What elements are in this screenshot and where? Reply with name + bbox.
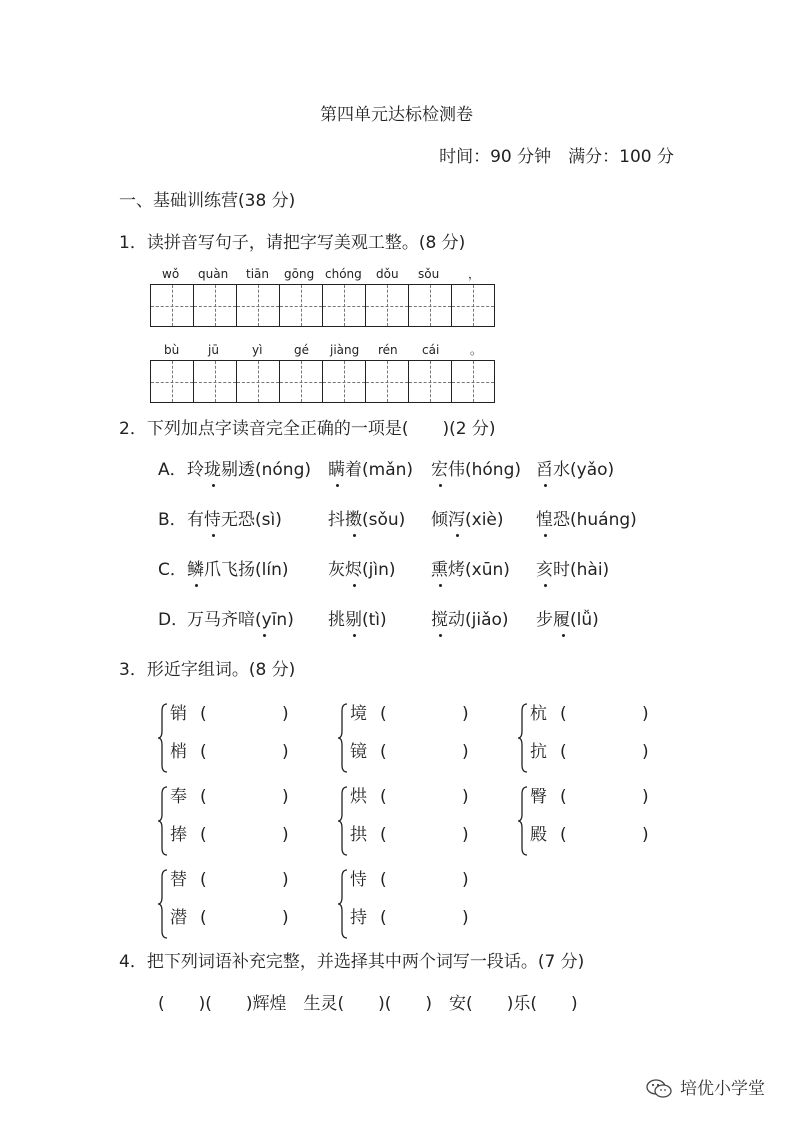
exam-meta: 时间：90 分钟 满分：100 分	[439, 147, 674, 167]
pair-row: 镜 ( )	[350, 742, 469, 762]
pinyin: wǒ	[162, 267, 180, 281]
pinyin: sǒu	[418, 267, 440, 281]
brace-icon	[338, 703, 348, 773]
emphasis-dot	[353, 534, 356, 537]
option-label: A．	[158, 460, 187, 480]
q2-d-item3: 搅动(jiǎo)	[431, 610, 509, 630]
q3-stem: 3．形近字组词。(8 分)	[119, 660, 296, 680]
char-pair	[338, 866, 508, 942]
pair-row: 臀 ( )	[530, 787, 649, 807]
emphasis-dot	[263, 634, 266, 637]
brace-icon	[158, 786, 168, 856]
emphasis-dot	[544, 534, 547, 537]
emphasis-dot	[544, 484, 547, 487]
pinyin: quàn	[198, 267, 229, 281]
pinyin: ，	[468, 267, 481, 281]
q2-c-item1: 鳞爪飞扬(lín)	[187, 560, 289, 580]
q2-b-item2: 抖擞(sǒu)	[328, 510, 406, 530]
brace-icon	[338, 786, 348, 856]
pair-row: 潜 ( )	[170, 908, 289, 928]
pair-row: 梢 ( )	[170, 742, 289, 762]
char-pair	[518, 700, 688, 776]
q2-c-item2: 灰烬(jìn)	[328, 560, 396, 580]
q2-b-item4: 惶恐(huáng)	[536, 510, 637, 530]
q2-b-item1: 有恃无恐(sì)	[187, 510, 282, 530]
pinyin: chóng	[325, 267, 362, 281]
pinyin: jū	[208, 343, 219, 357]
q2-stem: 2．下列加点字读音完全正确的一项是( )(2 分)	[119, 419, 496, 439]
q2-d-item2: 挑剔(tì)	[328, 610, 387, 630]
char-pair	[158, 783, 328, 859]
writing-grid-line1[interactable]	[150, 284, 495, 327]
pinyin: 。	[470, 343, 483, 357]
option-label: C．	[158, 560, 187, 580]
page-title: 第四单元达标检测卷	[320, 105, 473, 125]
char-pair	[158, 866, 328, 942]
pair-row: 境 ( )	[350, 704, 469, 724]
char-pair	[338, 783, 508, 859]
q2-a-item4: 舀水(yǎo)	[536, 460, 615, 480]
pinyin: tiān	[246, 267, 269, 281]
pinyin: jiàng	[330, 343, 360, 357]
emphasis-dot	[195, 584, 198, 587]
emphasis-dot	[439, 584, 442, 587]
q2-option-d[interactable]	[158, 612, 188, 629]
q2-c-item4: 亥时(hài)	[536, 560, 610, 580]
brace-icon	[518, 703, 528, 773]
option-label: D．	[158, 610, 189, 630]
char-pair	[518, 783, 688, 859]
emphasis-dot	[456, 534, 459, 537]
q1-pinyin-line2	[150, 344, 495, 358]
emphasis-dot	[439, 484, 442, 487]
emphasis-dot	[562, 634, 565, 637]
section-heading: 一、基础训练营(38 分)	[119, 191, 296, 211]
pair-row: 抗 ( )	[530, 742, 649, 762]
emphasis-dot	[212, 484, 215, 487]
emphasis-dot	[439, 634, 442, 637]
q2-b-item3: 倾泻(xiè)	[431, 510, 504, 530]
emphasis-dot	[212, 534, 215, 537]
pair-row: 持 ( )	[350, 908, 469, 928]
q2-a-item2: 瞒着(mǎn)	[328, 460, 414, 480]
pair-row: 烘 ( )	[350, 787, 469, 807]
brand-watermark	[646, 1079, 765, 1099]
writing-grid-line2[interactable]	[150, 360, 495, 403]
emphasis-dot	[353, 634, 356, 637]
emphasis-dot	[353, 584, 356, 587]
pair-row: 捧 ( )	[170, 825, 289, 845]
q2-a-item1: 玲珑剔透(nóng)	[187, 460, 312, 480]
pair-row: 拱 ( )	[350, 825, 469, 845]
q2-a-item3: 宏伟(hóng)	[431, 460, 522, 480]
pinyin: cái	[422, 343, 440, 357]
brace-icon	[158, 703, 168, 773]
pinyin: rén	[378, 343, 398, 357]
brace-icon	[518, 786, 528, 856]
pinyin: yì	[252, 343, 263, 357]
pair-row: 杭 ( )	[530, 704, 649, 724]
wechat-icon	[646, 1079, 672, 1099]
q2-d-item1: 万马齐喑(yīn)	[187, 610, 294, 630]
pair-row: 恃 ( )	[350, 870, 469, 890]
emphasis-dot	[544, 584, 547, 587]
q2-option-a[interactable]	[158, 462, 187, 479]
q4-blanks[interactable]: ( )( )辉煌 生灵( )( ) 安( )乐( )	[158, 994, 578, 1014]
q1-pinyin-line1	[150, 268, 495, 282]
pair-row: 替 ( )	[170, 870, 289, 890]
q2-c-item3: 熏烤(xūn)	[431, 560, 510, 580]
pair-row: 殿 ( )	[530, 825, 649, 845]
brand-name: 培优小学堂	[680, 1078, 765, 1099]
pinyin: gé	[294, 343, 309, 357]
char-pair	[338, 700, 508, 776]
q2-option-b[interactable]	[158, 512, 187, 529]
q4-stem: 4．把下列词语补充完整，并选择其中两个词写一段话。(7 分)	[119, 952, 585, 972]
emphasis-dot	[336, 484, 339, 487]
q2-d-item4: 步履(lǚ)	[536, 610, 599, 630]
q2-option-c[interactable]	[158, 562, 187, 579]
char-pair	[158, 700, 328, 776]
brace-icon	[158, 869, 168, 939]
pinyin: dǒu	[376, 267, 399, 281]
pair-row: 销 ( )	[170, 704, 289, 724]
q1-stem: 1．读拼音写句子，请把字写美观工整。(8 分)	[119, 233, 466, 253]
pair-row: 奉 ( )	[170, 787, 289, 807]
pinyin: bù	[164, 343, 180, 357]
pinyin: gōng	[284, 267, 315, 281]
brace-icon	[338, 869, 348, 939]
option-label: B．	[158, 510, 187, 530]
